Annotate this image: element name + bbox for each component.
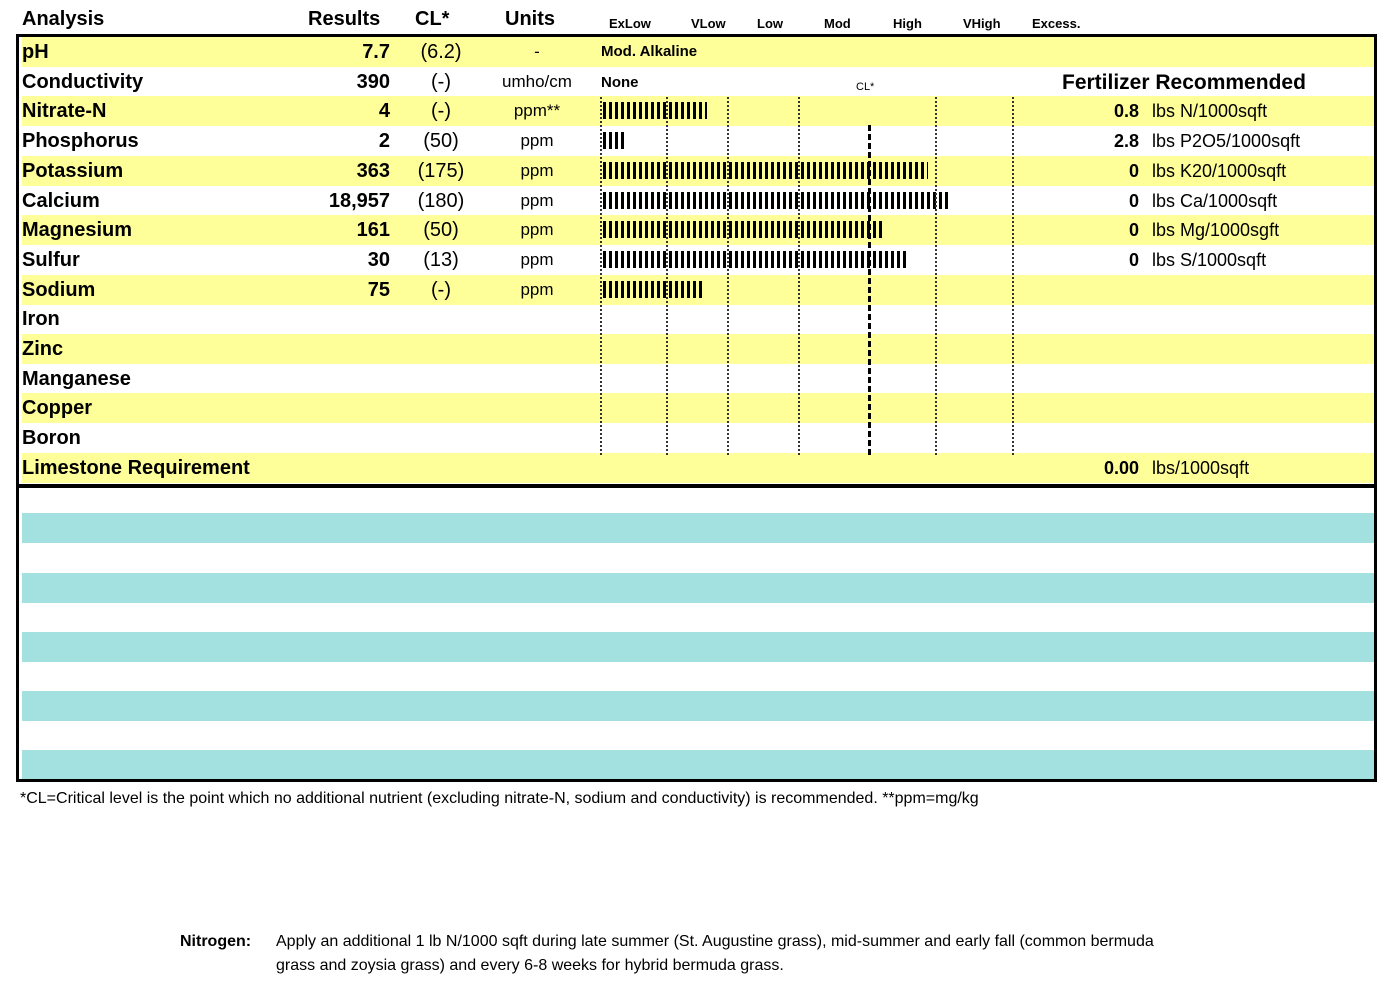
level-bar — [603, 281, 703, 298]
nutrient-name: Sulfur — [22, 248, 80, 271]
nutrient-name: Boron — [22, 427, 81, 450]
nutrient-name: Nitrate-N — [22, 100, 107, 123]
ph-note: Mod. Alkaline — [601, 43, 698, 60]
table-row — [22, 334, 1374, 364]
nutrient-name: Potassium — [22, 159, 124, 182]
nutrient-name: Magnesium — [22, 219, 133, 242]
nutrient-name: Limestone Requirement — [22, 456, 250, 479]
level-divider — [727, 97, 729, 455]
result-value: 75 — [367, 278, 390, 301]
table-band — [22, 573, 1374, 603]
table-row — [22, 423, 1374, 453]
level-divider — [1012, 97, 1014, 455]
nutrient-name: Manganese — [22, 367, 131, 390]
table-row — [22, 215, 1374, 245]
table-row — [22, 186, 1374, 216]
fertilizer-unit: lbs Ca/1000sqft — [1152, 190, 1278, 211]
level-divider — [600, 97, 602, 455]
critical-level: (-) — [431, 100, 451, 123]
result-value: 4 — [378, 100, 390, 123]
table-row — [22, 275, 1374, 305]
level-vhigh: VHigh — [963, 16, 1001, 31]
blank-notes-table — [16, 484, 1377, 782]
critical-level: (175) — [417, 159, 465, 182]
table-row — [22, 393, 1374, 423]
fertilizer-amount: 0 — [1128, 249, 1139, 270]
result-value: 363 — [356, 159, 390, 182]
table-row — [22, 156, 1374, 186]
result-value: 390 — [356, 70, 390, 93]
fertilizer-amount: 2.8 — [1113, 131, 1139, 152]
unit-label: - — [534, 42, 540, 61]
nutrient-name: Iron — [22, 308, 60, 331]
nutrient-name: Sodium — [22, 278, 96, 301]
unit-label: ppm — [520, 131, 554, 151]
unit-label: ppm — [520, 220, 554, 240]
critical-level: (50) — [423, 219, 459, 242]
level-bar — [603, 221, 884, 238]
footnote: *CL=Critical level is the point which no additional nutrient (excluding nitrate-N, sodium and conductivity) is recommended. **ppm=mg/kg — [20, 790, 979, 807]
nutrient-name: pH — [22, 41, 49, 63]
critical-level: (-) — [431, 278, 451, 301]
table-row — [22, 126, 1374, 156]
fertilizer-title: Fertilizer Recommended — [1062, 71, 1306, 94]
fertilizer-amount: 0 — [1128, 160, 1139, 181]
critical-level: (13) — [423, 248, 459, 271]
cl-header: CL* — [415, 8, 450, 30]
unit-label: umho/cm — [502, 71, 572, 91]
nitrogen-label: Nitrogen: — [180, 933, 252, 950]
fertilizer-unit: lbs S/1000sqft — [1152, 249, 1267, 270]
conductivity-note: None — [601, 74, 639, 91]
level-bar — [603, 251, 908, 268]
fertilizer-amount: 0.00 — [1103, 457, 1139, 478]
level-bar — [603, 162, 928, 179]
nutrient-name: Phosphorus — [22, 130, 139, 153]
fertilizer-unit: lbs/1000sqft — [1152, 457, 1250, 478]
fertilizer-unit: lbs N/1000sqft — [1152, 101, 1268, 122]
level-low: Low — [757, 16, 783, 31]
table-band — [22, 513, 1374, 543]
critical-level: (50) — [423, 130, 459, 153]
level-excess: Excess. — [1032, 16, 1081, 31]
fertilizer-amount: 0 — [1128, 220, 1139, 241]
unit-label: ppm — [520, 279, 554, 299]
table-row — [22, 453, 1374, 483]
critical-level: (6.2) — [420, 41, 462, 63]
fertilizer-unit: lbs K20/1000sqft — [1152, 160, 1287, 181]
level-divider — [666, 97, 668, 455]
table-row — [22, 37, 1374, 67]
level-exlow: ExLow — [609, 16, 651, 31]
level-bar — [603, 132, 627, 149]
result-value: 161 — [356, 219, 390, 242]
nutrient-name: Calcium — [22, 189, 100, 212]
result-value: 18,957 — [328, 189, 390, 212]
level-high: High — [893, 16, 922, 31]
result-value: 2 — [378, 130, 390, 153]
nitrogen-recommendation-line1: Apply an additional 1 lb N/1000 sqft during late summer (St. Augustine grass), mid-summer and early fall (common bermuda — [276, 933, 1154, 950]
table-row — [22, 364, 1374, 394]
units-header: Units — [505, 8, 555, 30]
results-header: Results — [308, 8, 381, 30]
table-row — [22, 96, 1374, 126]
analysis-header: Analysis — [22, 8, 105, 30]
nutrient-name: Copper — [22, 397, 92, 420]
table-row — [22, 245, 1374, 275]
fertilizer-amount: 0 — [1128, 190, 1139, 211]
level-divider — [935, 97, 937, 455]
unit-label: ppm — [520, 249, 554, 269]
unit-label: ppm** — [513, 101, 561, 121]
level-bar — [603, 192, 948, 209]
level-divider — [798, 97, 800, 455]
unit-label: ppm — [520, 190, 554, 210]
fertilizer-amount: 0.8 — [1113, 101, 1139, 122]
unit-label: ppm — [520, 160, 554, 180]
table-band — [22, 750, 1374, 779]
fertilizer-unit: lbs Mg/1000sgft — [1152, 220, 1280, 241]
level-mod: Mod — [824, 16, 851, 31]
critical-level-line — [868, 125, 871, 455]
table-band — [22, 632, 1374, 662]
level-vlow: VLow — [691, 16, 726, 31]
nitrogen-recommendation-line2: grass and zoysia grass) and every 6-8 weeks for hybrid bermuda grass. — [276, 957, 784, 974]
table-row — [22, 304, 1374, 334]
critical-level: (180) — [417, 189, 465, 212]
result-value: 30 — [367, 248, 390, 271]
level-bar — [603, 102, 707, 119]
nutrient-name: Zinc — [22, 338, 64, 360]
result-value: 7.7 — [362, 41, 390, 63]
table-band — [22, 691, 1374, 721]
results-table — [16, 34, 1377, 488]
critical-level: (-) — [431, 70, 451, 93]
nutrient-name: Conductivity — [22, 70, 144, 93]
cl-marker-label: CL* — [856, 81, 875, 93]
fertilizer-unit: lbs P2O5/1000sqft — [1152, 131, 1301, 152]
